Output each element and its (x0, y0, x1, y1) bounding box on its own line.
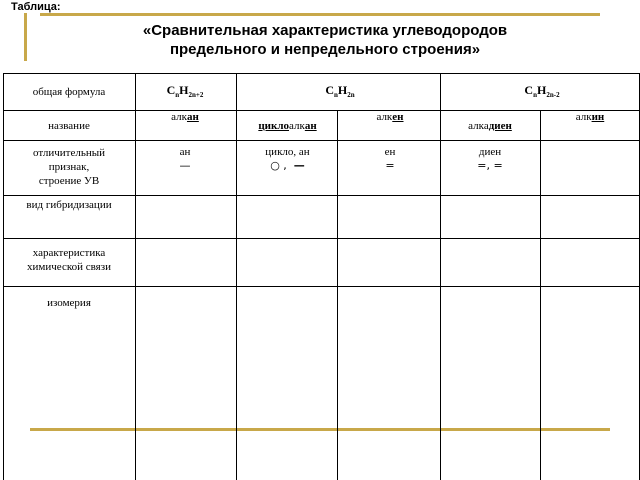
grid-line (3, 286, 640, 287)
row-header-feature (6, 146, 132, 188)
grid-line (135, 73, 136, 480)
formula-part: C (524, 83, 534, 97)
gold-rule-top (40, 13, 600, 16)
gold-rule-bottom (30, 428, 610, 431)
feature-alkane (140, 146, 230, 172)
row-header-hybridization: вид гибридизации (26, 199, 112, 211)
title-line-2: предельного и непредельного строения» (169, 41, 481, 58)
double-bond-symbol: =, = (477, 159, 503, 172)
grid-line (3, 73, 4, 480)
ring-symbol: ○ , (270, 159, 287, 172)
feature-text: ан (179, 146, 191, 158)
feature-line: признак, (48, 161, 90, 173)
feature-text: ен (384, 146, 396, 158)
formula-part: C (166, 83, 176, 97)
formula-sub: 2n-2 (546, 91, 560, 99)
bond-line: характеристика (32, 247, 106, 259)
name-prefix: цикло (258, 120, 290, 132)
name-alkadiene (445, 120, 535, 133)
table-label: Таблица: (11, 1, 61, 13)
name-suffix: диен (488, 120, 512, 132)
name-root: алк (575, 111, 592, 123)
grid-line (3, 195, 640, 196)
grid-line (3, 73, 640, 74)
formula-sub: 2n (347, 91, 355, 99)
grid-line (3, 140, 640, 141)
name-root: алк (289, 120, 305, 132)
ring-symbol-line (240, 159, 335, 172)
name-alkane (140, 111, 230, 124)
feature-text: диен (478, 146, 502, 158)
formula-sub: n (334, 91, 338, 99)
grid-line (540, 110, 541, 480)
name-suffix: ан (304, 120, 317, 132)
feature-line: отличительный (32, 147, 106, 159)
formula-alkane (140, 84, 230, 102)
formula-sub: n (175, 91, 180, 99)
formula-part: H (179, 83, 189, 97)
feature-diene (445, 146, 535, 172)
row-header-bond (6, 246, 132, 274)
name-root: алк (171, 111, 187, 123)
formula-part: C (325, 83, 334, 97)
grid-line (337, 110, 338, 480)
single-bond-symbol: — (293, 159, 305, 172)
name-suffix: ен (392, 111, 404, 123)
gold-rule-left (24, 13, 27, 61)
name-root: алк (376, 111, 393, 123)
name-alkyne (545, 111, 635, 124)
title-line-1: «Сравнительная характеристика углеводородов (142, 22, 508, 39)
formula-part: H (537, 83, 547, 97)
formula-sub: 2n+2 (188, 91, 204, 99)
formula-sub: n (533, 91, 537, 99)
feature-text: цикло, ан (265, 146, 310, 158)
single-bond-symbol: — (179, 159, 191, 172)
feature-cyclo (240, 146, 335, 172)
row-header-formula: общая формула (32, 86, 106, 98)
row-header-name: название (48, 120, 90, 132)
formula-cyclo-alkene (295, 84, 385, 102)
grid-line (3, 238, 640, 239)
formula-diene-alkyne (497, 84, 587, 102)
name-alkene (345, 111, 435, 124)
feature-alkene (345, 146, 435, 172)
grid-line (440, 73, 441, 480)
double-bond-symbol: = (385, 159, 395, 172)
row-header-isomerism: изомерия (47, 297, 91, 309)
feature-line: строение УВ (38, 175, 100, 187)
formula-part: H (337, 83, 348, 97)
name-suffix: ин (591, 111, 605, 123)
page-title (40, 21, 610, 59)
name-cycloalkane (240, 120, 335, 133)
grid-line (236, 73, 237, 480)
name-root: алка (468, 120, 489, 132)
name-suffix: ан (186, 111, 199, 123)
bond-line: химической связи (27, 261, 111, 273)
